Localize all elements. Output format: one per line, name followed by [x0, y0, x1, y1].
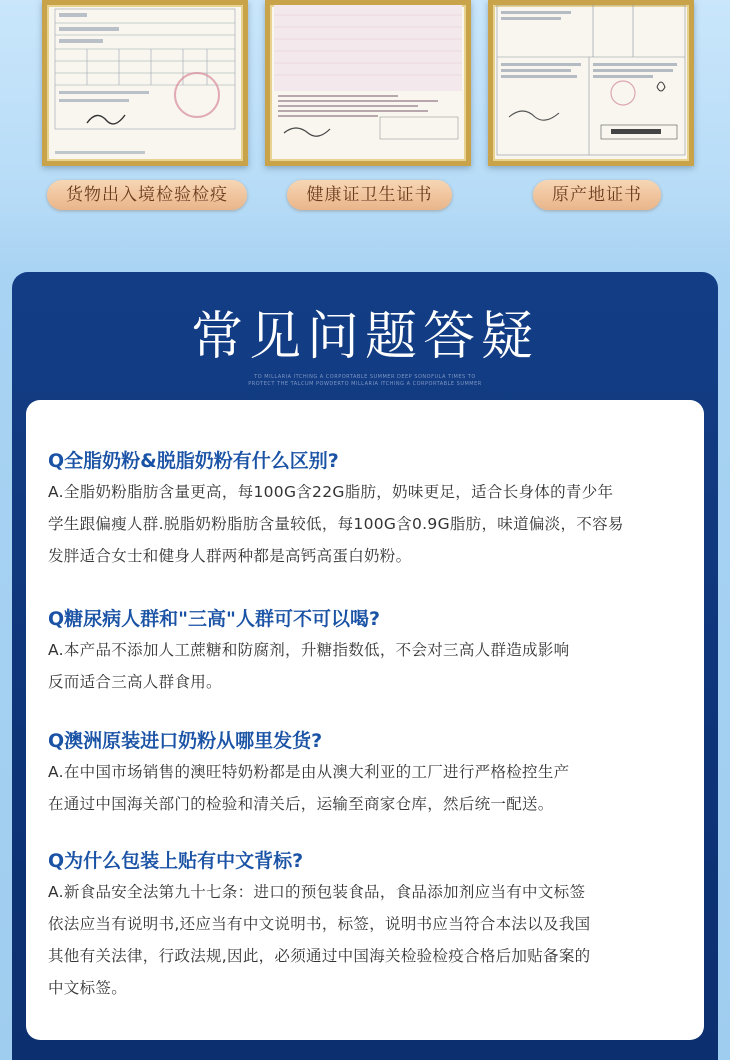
faq-answer-line: A.新食品安全法第九十七条：进口的预包装食品，食品添加剂应当有中文标签: [48, 883, 586, 901]
faq-answer-line: 依法应当有说明书,还应当有中文说明书，标签，说明书应当符合本法以及我国: [48, 915, 591, 933]
health-certificate-image: [265, 0, 471, 166]
faq-card: [26, 400, 704, 1040]
faq-answer-line: A.本产品不添加人工蔗糖和防腐剂，升糖指数低，不会对三高人群造成影响: [48, 641, 570, 659]
faq-item: [48, 846, 688, 1004]
faq-subtitle-line-1: TO MILLARIA ITCHING A CORPORTABLE SUMMER DEEP SONOFULA TIMES TO: [254, 374, 476, 380]
faq-question: Q为什么包装上贴有中文背标?: [48, 850, 304, 872]
faq-answer: [48, 876, 688, 1004]
faq-title: 常见问题答疑: [190, 307, 539, 367]
faq-answer-line: 学生跟偏瘦人群.脱脂奶粉脂肪含量较低，每100G含0.9G脂肪，味道偏淡，不容易: [48, 515, 624, 533]
faq-subtitle-line-2: PROTECT THE TALCUM POWDERTO MILLARIA ITCHING A CORPORTABLE SUMMER: [248, 381, 482, 387]
faq-question: Q糖尿病人群和"三高"人群可不可以喝?: [48, 608, 380, 630]
faq-answer-line: A.在中国市场销售的澳旺特奶粉都是由从澳大利亚的工厂进行严格检控生产: [48, 763, 570, 781]
faq-answer-line: 其他有关法律，行政法规,因此，必须通过中国海关检验检疫合格后加贴备案的: [48, 947, 591, 965]
certificate-strip: [0, 0, 730, 270]
faq-question: Q全脂奶粉&脱脂奶粉有什么区别?: [48, 450, 339, 472]
faq-answer-line: A.全脂奶粉脂肪含量更高，每100G含22G脂肪，奶味更足，适合长身体的青少年: [48, 483, 614, 501]
certificate-label-origin: 原产地证书: [533, 180, 661, 210]
faq-answer: [48, 476, 688, 572]
faq-item: [48, 604, 688, 698]
certificate-label-health: 健康证卫生证书: [287, 180, 452, 210]
faq-answer-line: 在通过中国海关部门的检验和清关后，运输至商家仓库，然后统一配送。: [48, 795, 554, 813]
faq-answer-line: 反而适合三高人群食用。: [48, 673, 222, 691]
faq-panel: [12, 272, 718, 1060]
faq-item: [48, 446, 688, 572]
faq-answer: [48, 756, 688, 820]
inspection-certificate-image: [42, 0, 248, 166]
faq-answer: [48, 634, 688, 698]
faq-question: Q澳洲原装进口奶粉从哪里发货?: [48, 730, 323, 752]
faq-answer-line: 发胖适合女士和健身人群两种都是高钙高蛋白奶粉。: [48, 547, 412, 565]
origin-certificate-image: [488, 0, 694, 166]
faq-answer-line: 中文标签。: [48, 979, 128, 997]
faq-subtitle: [12, 374, 718, 388]
certificate-label-inspection: 货物出入境检验检疫: [47, 180, 247, 210]
faq-item: [48, 726, 688, 820]
